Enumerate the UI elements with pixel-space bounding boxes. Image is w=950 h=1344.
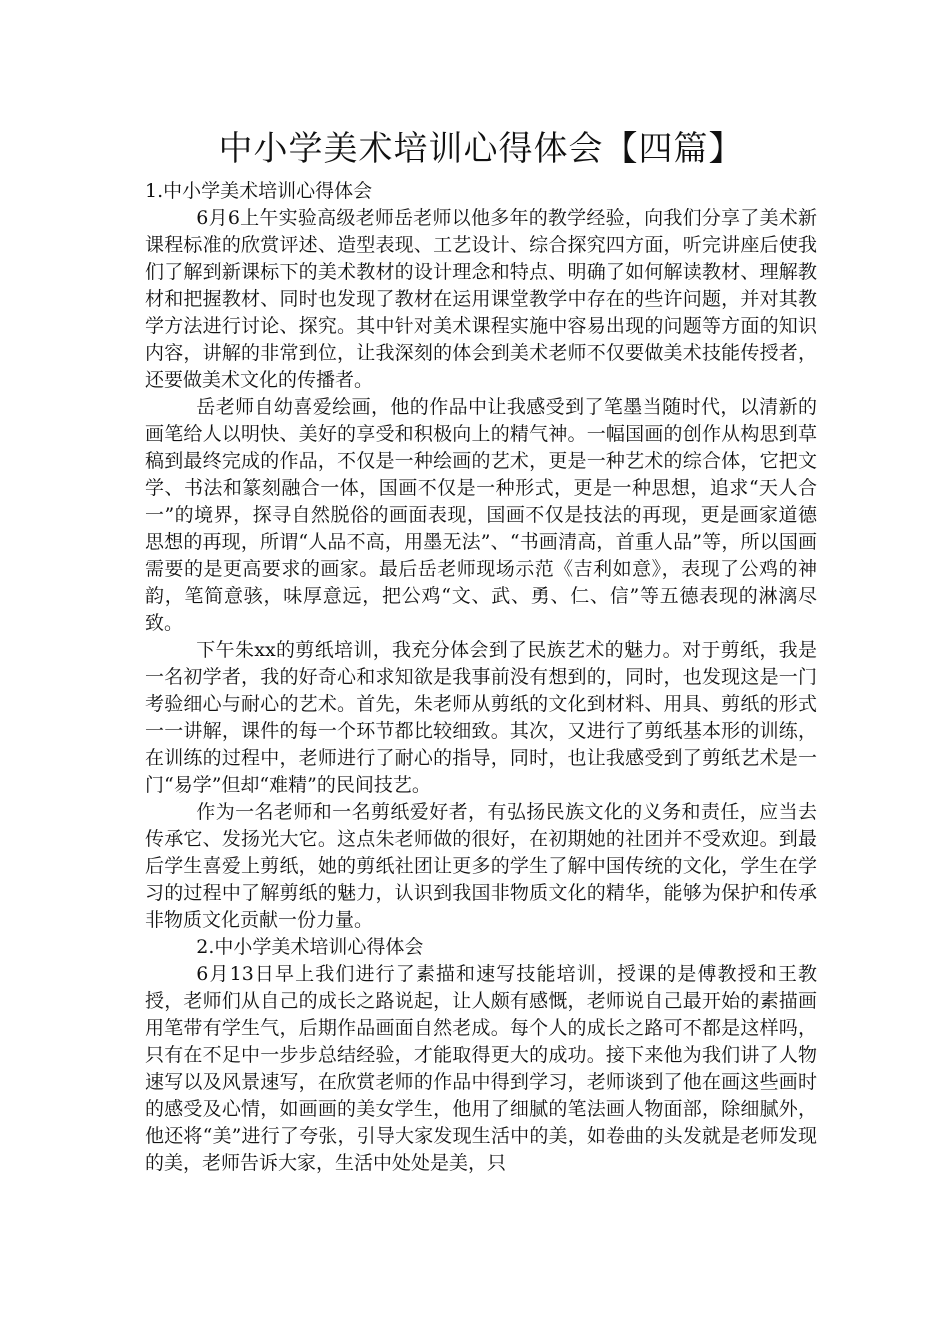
paragraph: 下午朱xx的剪纸培训，我充分体会到了民族艺术的魅力。对于剪纸，我是一名初学者，我的好奇心和求知欲是我事前没有想到的，同时，也发现这是一门考验细心与耐心的艺术。首先，朱老师从剪纸的文化到材料、用具、剪纸的形式一一讲解，课件的每一个环节都比较细致。其次，又进行了剪纸基本形的训练，在训练的过程中，老师进行了耐心的指导，同时，也让我感受到了剪纸艺术是一门“易学”但却“难精”的民间技艺。 (145, 639, 817, 796)
paragraph: 岳老师自幼喜爱绘画，他的作品中让我感受到了笔墨当随时代，以清新的画笔给人以明快、美好的享受和积极向上的精气神。一幅国画的创作从构思到草稿到最终完成的作品，不仅是一种绘画的艺术，更是一种艺术的综合体，它把文学、书法和篆刻融合一体，国画不仅是一种形式，更是一种思想，追求“天人合一”的境界，探寻自然脱俗的画面表现，国画不仅是技法的再现，更是画家道德思想的再现，所谓“人品不高，用墨无法”、“书画清高，首重人品”等，所以国画需要的是更高要求的画家。最后岳老师现场示范《吉利如意》，表现了公鸡的神韵，笔简意骇，味厚意远，把公鸡“文、武、勇、仁、信”等五德表现的淋漓尽致。 (145, 396, 817, 634)
paragraph: 作为一名老师和一名剪纸爱好者，有弘扬民族文化的义务和责任，应当去传承它、发扬光大它。这点朱老师做的很好，在初期她的社团并不受欢迎。到最后学生喜爱上剪纸，她的剪纸社团让更多的学生了解中国传统的文化，学生在学习的过程中了解剪纸的魅力，认识到我国非物质文化的精华，能够为保护和传承非物质文化贡献一份力量。 (145, 801, 817, 931)
section-heading-1: 1.中小学美术培训心得体会 (145, 180, 373, 202)
section-heading-2: 2.中小学美术培训心得体会 (196, 936, 424, 958)
document-body (145, 126, 817, 1177)
paragraph: 6月6上午实验高级老师岳老师以他多年的教学经验，向我们分享了美术新课程标准的欣赏评述、造型表现、工艺设计、综合探究四方面，听完讲座后使我们了解到新课标下的美术教材的设计理念和特点、明确了如何解读教材、理解教材和把握教材、同时也发现了教材在运用课堂教学中存在的些许问题，并对其教学方法进行讨论、探究。其中针对美术课程实施中容易出现的问题等方面的知识内容，讲解的非常到位，让我深刻的体会到美术老师不仅要做美术技能传授者，还要做美术文化的传播者。 (145, 207, 817, 391)
document-title: 中小学美术培训心得体会【四篇】 (218, 129, 744, 169)
paragraph: 6月13日早上我们进行了素描和速写技能培训，授课的是傅教授和王教授，老师们从自己的成长之路说起，让人颇有感慨，老师说自己最开始的素描画用笔带有学生气，后期作品画面自然老成。每个人的成长之路可不都是这样吗，只有在不足中一步步总结经验，才能取得更大的成功。接下来他为我们讲了人物速写以及风景速写，在欣赏老师的作品中得到学习，老师谈到了他在画这些画时的感受及心情，如画画的美女学生，他用了细腻的笔法画人物面部，除细腻外，他还将“美”进行了夸张，引导大家发现生活中的美，如卷曲的头发就是老师发现的美，老师告诉大家，生活中处处是美，只 (145, 963, 817, 1174)
